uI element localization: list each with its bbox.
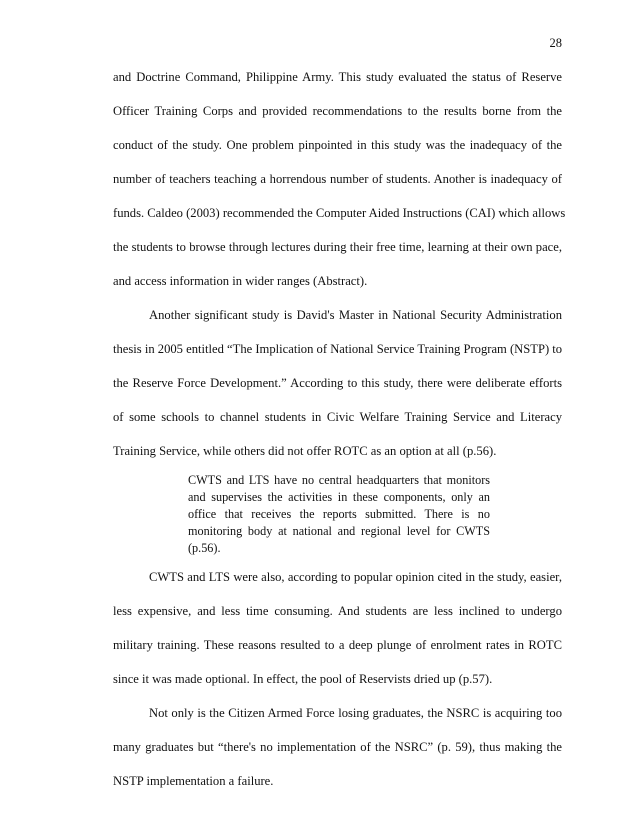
page-number: 28 bbox=[549, 36, 562, 50]
paragraph-line: of some schools to channel students in Civic Welfare Training Service and Literacy bbox=[113, 410, 562, 424]
paragraph-line: Another significant study is David's Master in National Security Administration bbox=[149, 308, 562, 322]
paragraph-line: military training. These reasons resulted to a deep plunge of enrolment rates in ROTC bbox=[113, 638, 562, 652]
paragraph-line: Not only is the Citizen Armed Force losing graduates, the NSRC is acquiring too bbox=[149, 706, 562, 720]
paragraph-line: the Reserve Force Development.” According to this study, there were deliberate efforts bbox=[113, 376, 562, 390]
paragraph-line: number of teachers teaching a horrendous number of students. Another is inadequacy of bbox=[113, 172, 562, 186]
block-quote-line: and supervises the activities in these components, only an bbox=[188, 490, 490, 504]
paragraph-line: NSTP implementation a failure. bbox=[113, 774, 274, 788]
paragraph-line: the students to browse through lectures during their free time, learning at their own pace, bbox=[113, 240, 562, 254]
paragraph-line: conduct of the study. One problem pinpointed in this study was the inadequacy of the bbox=[113, 138, 562, 152]
block-quote-line: CWTS and LTS have no central headquarters that monitors bbox=[188, 473, 490, 487]
paragraph-line: CWTS and LTS were also, according to popular opinion cited in the study, easier, bbox=[149, 570, 562, 584]
paragraph-line: many graduates but “there's no implementation of the NSRC” (p. 59), thus making the bbox=[113, 740, 562, 754]
paragraph-line: thesis in 2005 entitled “The Implication of National Service Training Program (NSTP) to bbox=[113, 342, 563, 356]
block-quote-line: monitoring body at national and regional level for CWTS bbox=[188, 524, 490, 538]
block-quote-line: office that receives the reports submitted. There is no bbox=[188, 507, 490, 521]
paragraph-line: Training Service, while others did not offer ROTC as an option at all (p.56). bbox=[113, 444, 497, 458]
paragraph-line: less expensive, and less time consuming. And students are less inclined to undergo bbox=[113, 604, 562, 618]
paragraph-line: and access information in wider ranges (Abstract). bbox=[113, 274, 368, 288]
paragraph-line: and Doctrine Command, Philippine Army. This study evaluated the status of Reserve bbox=[113, 70, 562, 84]
block-quote-line: (p.56). bbox=[188, 541, 221, 555]
paragraph-line: since it was made optional. In effect, the pool of Reservists dried up (p.57). bbox=[113, 672, 493, 686]
paragraph-line: Officer Training Corps and provided recommendations to the results borne from the bbox=[113, 104, 562, 118]
paragraph-line: funds. Caldeo (2003) recommended the Computer Aided Instructions (CAI) which allows bbox=[113, 206, 566, 220]
